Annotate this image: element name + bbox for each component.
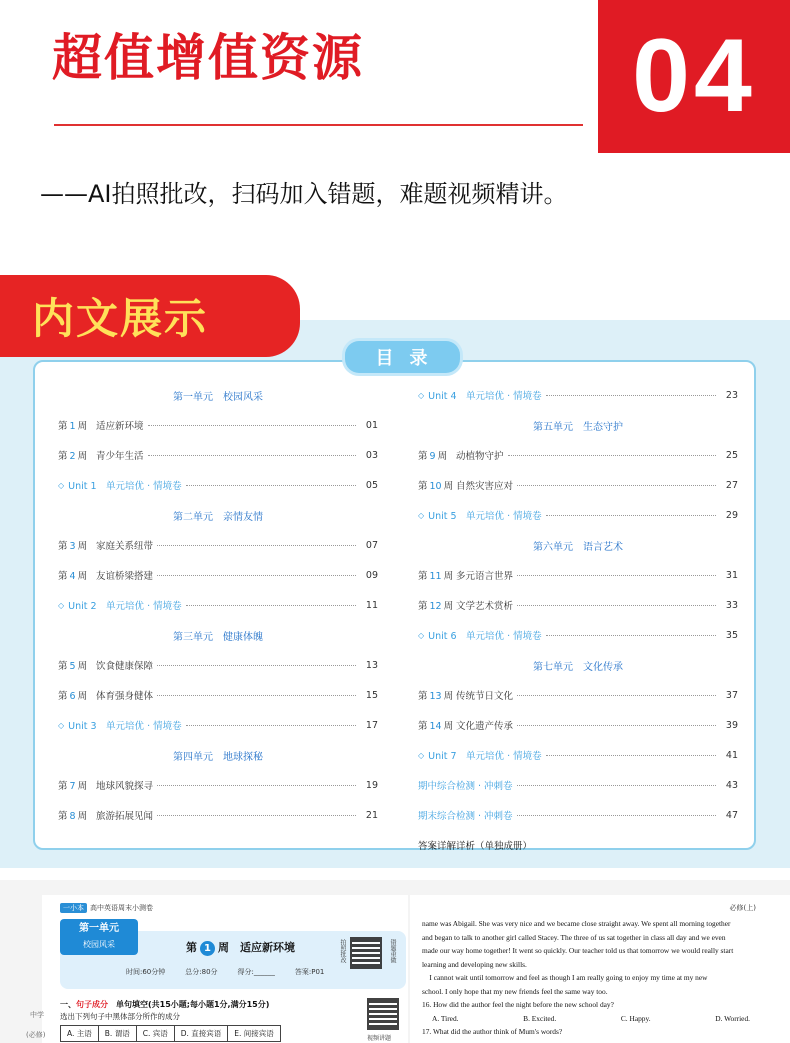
- question-section-title: [60, 999, 269, 1010]
- week-suffix: 周: [77, 781, 88, 792]
- answer-option: A. Tired.: [432, 1013, 459, 1023]
- week-prefix: 第: [418, 721, 428, 732]
- toc-entry-title: 动植物守护: [456, 451, 504, 462]
- toc-entry[interactable]: [58, 680, 378, 710]
- toc-entry[interactable]: [58, 650, 378, 680]
- option-cell: B. 谓语: [99, 1026, 137, 1041]
- week-suffix: 周: [77, 691, 88, 702]
- toc-page-number: 21: [365, 809, 378, 821]
- toc-entry-title: 文化遗产传承: [456, 721, 514, 732]
- toc-entry[interactable]: [418, 560, 738, 590]
- week-suffix: 周: [77, 451, 88, 462]
- week-suffix: 周: [443, 601, 454, 612]
- toc-entry-title: 期中综合检测 · 冲刺卷: [418, 781, 513, 792]
- toc-entry[interactable]: [418, 590, 738, 620]
- leader-dots: [157, 665, 356, 666]
- toc-page-number: 07: [365, 539, 378, 551]
- week-prefix: 第: [418, 691, 428, 702]
- toc-page-number: 19: [365, 779, 378, 791]
- toc-entry[interactable]: [418, 830, 738, 860]
- answer-option: D. Worried.: [715, 1013, 750, 1023]
- toc-unit-heading[interactable]: 第六单元 语言艺术: [533, 541, 623, 553]
- unit-badge-sub: 校园风采: [83, 940, 115, 949]
- toc-unit-heading[interactable]: 第三单元 健康体魄: [173, 631, 263, 643]
- toc-page-number: 13: [365, 659, 378, 671]
- toc-entry-title: 饮食健康保障: [96, 661, 154, 672]
- week-number: 5: [69, 661, 76, 672]
- q-rest: 单句填空(共15小题;每小题1分,满分15分): [108, 1000, 270, 1009]
- toc-entry[interactable]: [58, 800, 378, 830]
- toc-entry-title: 答案详解详析（单独成册）: [418, 841, 533, 852]
- diamond-icon: ◇: [418, 390, 425, 400]
- toc-week-label: [418, 598, 456, 612]
- answer-option: C. Happy.: [620, 1013, 651, 1023]
- leader-dots: [517, 575, 716, 576]
- week-suffix: 周: [77, 571, 88, 582]
- toc-entry[interactable]: [418, 740, 738, 770]
- toc-entry[interactable]: [418, 800, 738, 830]
- sample-page-left: [42, 895, 408, 1043]
- toc-week-label: [418, 718, 456, 732]
- toc-page-number: 39: [725, 719, 738, 731]
- sample-page-header: [60, 903, 153, 913]
- week-suffix: 周: [437, 451, 448, 462]
- toc-entry-title: 友谊桥梁搭建: [96, 571, 154, 582]
- leader-dots: [546, 515, 716, 516]
- toc-entry-title: 多元语言世界: [456, 571, 514, 582]
- passage-line: and began to talk to another girl called Stacey. The three of us sat together in class all day and we even: [422, 932, 726, 942]
- toc-page-number: 11: [365, 599, 378, 611]
- toc-unit-heading[interactable]: 第二单元 亲情友情: [173, 511, 263, 523]
- option-cell: A. 主语: [61, 1026, 99, 1041]
- answer-page: 答案:P01: [294, 968, 325, 976]
- diamond-icon: ◇: [418, 630, 425, 640]
- week-number: 11: [429, 571, 442, 582]
- q-topic: 句子成分: [76, 1000, 108, 1009]
- toc-page-number: 35: [725, 629, 738, 641]
- week-suffix: 周 适应新环境: [218, 941, 295, 954]
- toc-entry-title: Unit 3 单元培优 · 情境卷: [68, 721, 182, 732]
- toc-entry-title: 青少年生活: [96, 451, 144, 462]
- question-description: 选出下列句子中黑体部分所作的成分: [60, 1012, 180, 1021]
- toc-page-number: 05: [365, 479, 378, 491]
- week-number: 12: [429, 601, 442, 612]
- toc-entry-title: 传统节日文化: [456, 691, 514, 702]
- toc-page-number: 03: [365, 449, 378, 461]
- q-prefix: 一、: [60, 1000, 76, 1009]
- toc-week-label: [58, 778, 96, 792]
- qr-code-icon[interactable]: [350, 937, 382, 969]
- toc-page-number: 47: [725, 809, 738, 821]
- week-suffix: 周: [77, 541, 88, 552]
- page-title: 超值增值资源: [52, 29, 364, 87]
- leader-dots: [517, 785, 716, 786]
- toc-week-label: [58, 448, 96, 462]
- week-number: 2: [69, 451, 76, 462]
- week-number: 3: [69, 541, 76, 552]
- quiz-meta: [126, 967, 344, 977]
- toc-week-label: [58, 658, 96, 672]
- toc-page-number: 17: [365, 719, 378, 731]
- toc-unit-heading[interactable]: 第七单元 文化传承: [533, 661, 623, 673]
- qr-label-a: 拍照批改: [339, 939, 346, 963]
- title-underline: [54, 124, 583, 126]
- leader-dots: [517, 725, 716, 726]
- week-prefix: 第: [418, 601, 428, 612]
- leader-dots: [157, 575, 356, 576]
- leader-dots: [546, 395, 716, 396]
- leader-dots: [148, 425, 356, 426]
- week-number: 13: [429, 691, 442, 702]
- week-prefix: 第: [418, 451, 428, 462]
- option-cell: C. 宾语: [137, 1026, 175, 1041]
- toc-week-label: [58, 538, 96, 552]
- toc-page-number: 25: [725, 449, 738, 461]
- diamond-icon: ◇: [418, 510, 425, 520]
- week-prefix: 第: [418, 571, 428, 582]
- question-17: 17. What did the author think of Mum's words?: [422, 1027, 563, 1036]
- toc-entry[interactable]: [418, 470, 738, 500]
- toc-page-number: 43: [725, 779, 738, 791]
- toc-week-label: [58, 808, 96, 822]
- sample-page-header-right: 必修(上): [729, 904, 756, 912]
- leader-dots: [157, 785, 356, 786]
- passage-line: I cannot wait until tomorrow and feel as though I am really going to enjoy my time at my new: [422, 973, 708, 982]
- week-suffix: 周: [77, 421, 88, 432]
- toc-unit-heading[interactable]: 第一单元 校园风采: [173, 391, 263, 403]
- toc-page-number: 37: [725, 689, 738, 701]
- toc-unit-heading[interactable]: 第五单元 生态守护: [533, 421, 623, 433]
- side-mark-a: 中学: [30, 1011, 44, 1019]
- leader-dots: [157, 545, 356, 546]
- toc-entry-title: Unit 1 单元培优 · 情境卷: [68, 481, 182, 492]
- passage-line: 16. How did the author feel the night before the new school day?: [422, 1000, 614, 1009]
- toc-entry-title: 家庭关系纽带: [96, 541, 154, 552]
- leader-dots: [517, 695, 716, 696]
- week-prefix: 第: [58, 661, 68, 672]
- toc-entry-title: Unit 7 单元培优 · 情境卷: [428, 751, 542, 762]
- option-cell: E. 间接宾语: [234, 1029, 274, 1038]
- week-prefix: 第: [186, 941, 197, 954]
- week-prefix: 第: [58, 421, 68, 432]
- toc-entry[interactable]: [58, 590, 378, 620]
- toc-page-number: 33: [725, 599, 738, 611]
- toc-entry[interactable]: [58, 530, 378, 560]
- diamond-icon: ◇: [58, 480, 65, 490]
- week-suffix: 周: [443, 721, 454, 732]
- section-number-badge: 04: [598, 0, 790, 153]
- toc-entry-title: 自然灾害应对: [456, 481, 514, 492]
- week-number: 4: [69, 571, 76, 582]
- total-score: 总分:80分: [185, 968, 218, 976]
- reading-passage: [422, 917, 770, 1039]
- toc-entry[interactable]: [418, 440, 738, 470]
- week-prefix: 第: [58, 571, 68, 582]
- week-number: 1: [69, 421, 76, 432]
- week-prefix: 第: [418, 481, 428, 492]
- toc-entry-title: 体育强身健体: [96, 691, 154, 702]
- toc-week-label: [418, 478, 456, 492]
- toc-entry[interactable]: [418, 770, 738, 800]
- week-prefix: 第: [58, 781, 68, 792]
- toc-entry[interactable]: [418, 380, 738, 410]
- score-field: 得分:______: [237, 968, 275, 976]
- leader-dots: [186, 485, 356, 486]
- week-number: 6: [69, 691, 76, 702]
- week-number: 10: [429, 481, 442, 492]
- week-prefix: 第: [58, 691, 68, 702]
- answer-option: B. Excited.: [523, 1013, 557, 1023]
- week-number: 9: [429, 451, 436, 462]
- diamond-icon: ◇: [58, 720, 65, 730]
- video-qr-code-icon[interactable]: [367, 998, 399, 1030]
- leader-dots: [186, 605, 356, 606]
- toc-entry-title: Unit 4 单元培优 · 情境卷: [428, 391, 542, 402]
- passage-line: school. I only hope that my new friends feel the same way too.: [422, 986, 608, 996]
- brand-logo: 一小本: [60, 903, 87, 913]
- toc-entry-title: 适应新环境: [96, 421, 144, 432]
- time-limit: 时间:60分钟: [126, 968, 166, 976]
- toc-entry[interactable]: [58, 770, 378, 800]
- toc-entry[interactable]: [58, 440, 378, 470]
- unit-badge: [60, 919, 138, 955]
- week-number: 14: [429, 721, 442, 732]
- toc-page-number: 23: [725, 389, 738, 401]
- passage-line: learning and developing new skills.: [422, 959, 527, 969]
- toc-entry[interactable]: [58, 470, 378, 500]
- week-suffix: 周: [443, 481, 454, 492]
- unit-badge-title: 第一单元: [79, 923, 119, 934]
- toc-page-number: 15: [365, 689, 378, 701]
- toc-entry[interactable]: [418, 620, 738, 650]
- week-suffix: 周: [77, 811, 88, 822]
- toc-week-label: [418, 448, 456, 462]
- leader-dots: [186, 725, 356, 726]
- toc-week-label: [58, 568, 96, 582]
- toc-entry-title: Unit 2 单元培优 · 情境卷: [68, 601, 182, 612]
- week-suffix: 周: [443, 571, 454, 582]
- week-number: 1: [200, 941, 215, 956]
- toc-unit-heading[interactable]: 第四单元 地球探秘: [173, 751, 263, 763]
- passage-line: made our way home together! It went so quickly. Our teacher told us that tomorrow we would really start: [422, 946, 734, 955]
- toc-page-number: 01: [365, 419, 378, 431]
- leader-dots: [157, 695, 356, 696]
- leader-dots: [546, 755, 716, 756]
- toc-entry[interactable]: [418, 500, 738, 530]
- toc-entry-title: 旅游拓展见闻: [96, 811, 154, 822]
- sample-page-right: [410, 895, 790, 1043]
- toc-entry-title: 地球风貌探寻: [96, 781, 154, 792]
- toc-entry[interactable]: [418, 710, 738, 740]
- side-mark-b: (必修): [26, 1031, 46, 1039]
- toc-left-column: [58, 380, 378, 830]
- week-title: [186, 939, 295, 956]
- toc-entry-title: Unit 6 单元培优 · 情境卷: [428, 631, 542, 642]
- toc-entry[interactable]: [58, 560, 378, 590]
- leader-dots: [148, 455, 356, 456]
- video-qr-label: 视频讲题: [367, 1035, 392, 1042]
- leader-dots: [157, 815, 356, 816]
- section-tab: 内文展示: [0, 275, 300, 357]
- diamond-icon: ◇: [418, 750, 425, 760]
- option-cell: D. 直接宾语: [175, 1026, 229, 1041]
- qr-label-b: 错题重做: [389, 939, 396, 963]
- toc-page-number: 31: [725, 569, 738, 581]
- toc-tab: 目录: [345, 341, 460, 373]
- toc-page-number: 29: [725, 509, 738, 521]
- toc-page-number: 27: [725, 479, 738, 491]
- leader-dots: [517, 815, 716, 816]
- book-title: 高中英语周末小测卷: [90, 904, 153, 912]
- toc-page-number: 41: [725, 749, 738, 761]
- toc-entry-title: Unit 5 单元培优 · 情境卷: [428, 511, 542, 522]
- toc-week-label: [418, 568, 456, 582]
- week-suffix: 周: [77, 661, 88, 672]
- week-prefix: 第: [58, 541, 68, 552]
- week-number: 8: [69, 811, 76, 822]
- week-number: 7: [69, 781, 76, 792]
- toc-week-label: [58, 688, 96, 702]
- toc-entry[interactable]: [58, 710, 378, 740]
- leader-dots: [546, 635, 716, 636]
- toc-page-number: 09: [365, 569, 378, 581]
- options-table: [60, 1025, 281, 1042]
- answer-options: [422, 1012, 770, 1026]
- toc-week-label: [418, 688, 456, 702]
- toc-entry-title: 期末综合检测 · 冲刺卷: [418, 811, 513, 822]
- toc-week-label: [58, 418, 96, 432]
- passage-line: name was Abigail. She was very nice and we became close straight away. We spent all morning together: [422, 919, 731, 928]
- week-suffix: 周: [443, 691, 454, 702]
- leader-dots: [508, 455, 716, 456]
- leader-dots: [517, 605, 716, 606]
- week-prefix: 第: [58, 451, 68, 462]
- week-prefix: 第: [58, 811, 68, 822]
- toc-entry[interactable]: [418, 680, 738, 710]
- diamond-icon: ◇: [58, 600, 65, 610]
- leader-dots: [517, 485, 716, 486]
- toc-right-column: [418, 380, 738, 860]
- toc-entry-title: 文学艺术赏析: [456, 601, 514, 612]
- toc-entry[interactable]: [58, 410, 378, 440]
- subtitle: ——AI拍照批改，扫码加入错题，难题视频精讲。: [40, 180, 568, 208]
